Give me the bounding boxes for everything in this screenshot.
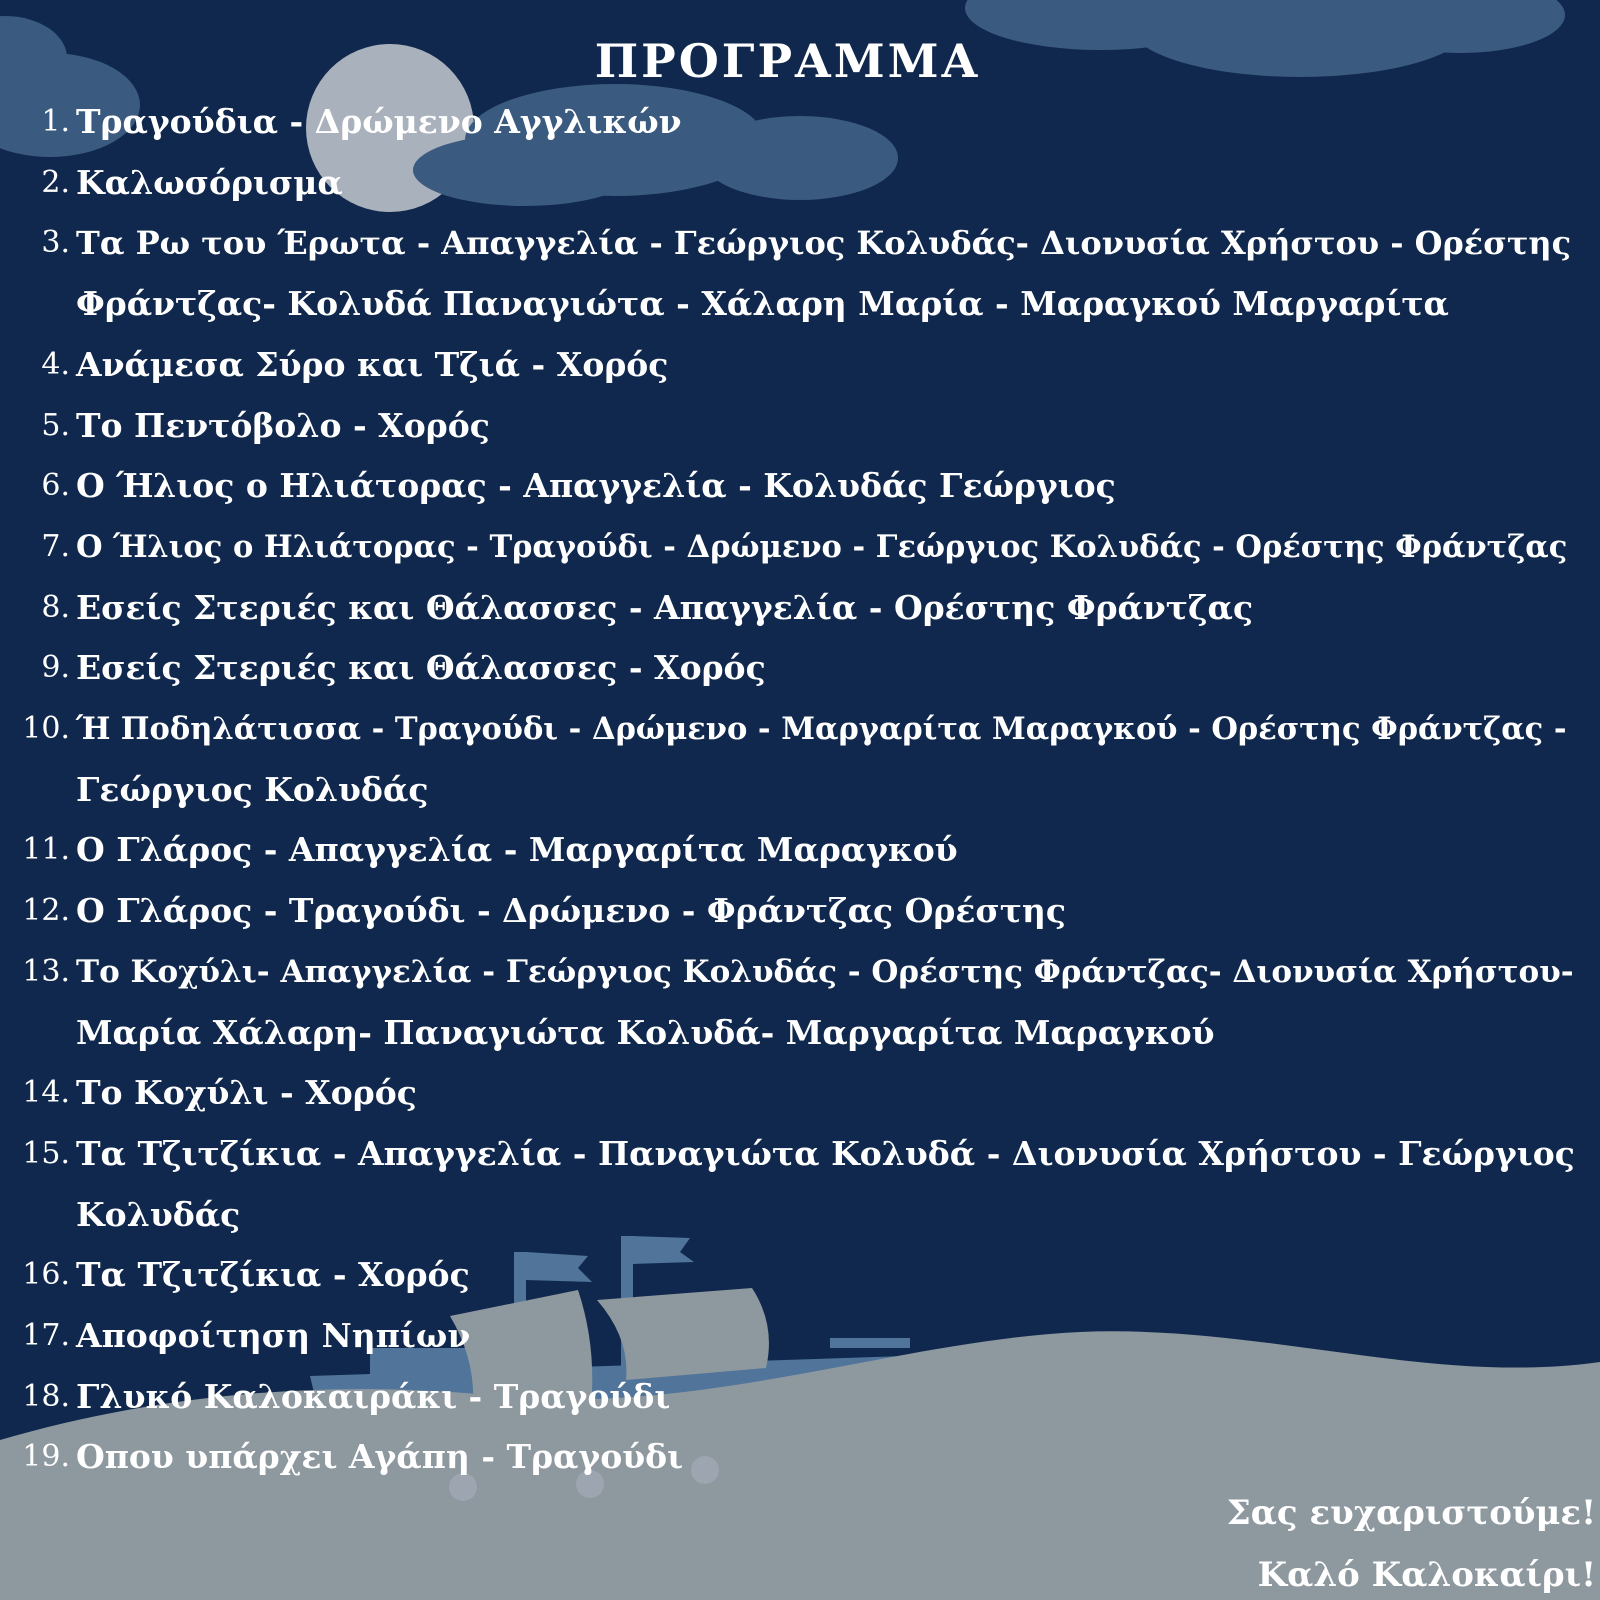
program-item-text: Εσείς Στεριές και Θάλασσες - Χορός <box>76 648 766 688</box>
program-item-number: 18. <box>22 1378 70 1414</box>
program-item-number: 11. <box>22 832 70 868</box>
program-item-number: 3. <box>41 225 70 261</box>
program-item-text: Φράντζας- Κολυδά Παναγιώτα - Χάλαρη Μαρία - Μαραγκού Μαργαρίτα <box>76 284 1449 324</box>
program-item-text: Ή Ποδηλάτισσα - Τραγούδι - Δρώμενο - Μαργαρίτα Μαραγκού - Ορέστης Φράντζας - <box>76 711 1567 748</box>
summer-wishes-text: Καλό Καλοκαίρι! <box>1257 1555 1596 1595</box>
program-item <box>0 1367 1590 1428</box>
program-item-number: 17. <box>22 1318 70 1354</box>
program-item-number: 2. <box>41 164 70 200</box>
program-item <box>0 638 1590 699</box>
program-item <box>0 881 1590 942</box>
thank-you-text: Σας ευχαριστούμε! <box>1226 1493 1596 1533</box>
program-item <box>0 1063 1590 1124</box>
program-item-number: 5. <box>41 407 70 443</box>
program-item-text: Οπου υπάρχει Αγάπη - Τραγούδι <box>76 1437 684 1477</box>
program-item-text: Τα Τζιτζίκια - Απαγγελία - Παναγιώτα Κολυδά - Διονυσία Χρήστου - Γεώργιος <box>76 1133 1575 1173</box>
program-item-text: Το Πεντόβολο - Χορός <box>76 405 490 445</box>
program-item <box>0 699 1590 820</box>
program-item-number: 7. <box>41 528 70 564</box>
program-item-text: Μαρία Χάλαρη- Παναγιώτα Κολυδά- Μαργαρίτα Μαραγκού <box>76 1012 1215 1052</box>
program-item-text: Γλυκό Καλοκαιράκι - Τραγούδι <box>76 1376 671 1416</box>
program-item <box>0 456 1590 517</box>
program-item <box>0 1245 1590 1306</box>
program-item <box>0 213 1590 334</box>
program-list <box>0 92 1590 1488</box>
program-item <box>0 578 1590 639</box>
program-item-text: Τραγούδια - Δρώμενο Αγγλικών <box>76 102 682 141</box>
program-item-text: Τα Τζιτζίκια - Χορός <box>76 1255 470 1295</box>
program-item <box>0 92 1590 153</box>
program-item-number: 13. <box>22 953 70 989</box>
program-item-number: 4. <box>41 346 70 382</box>
program-item-number: 14. <box>22 1075 70 1111</box>
program-item-text: Ο Γλάρος - Τραγούδι - Δρώμενο - Φράντζας Ορέστης <box>76 891 1067 931</box>
program-item-number: 15. <box>22 1135 70 1171</box>
program-item-text: Ο Ήλιος ο Ηλιάτορας - Τραγούδι - Δρώμενο - Γεώργιος Κολυδάς - Ορέστης Φράντζας <box>76 528 1568 565</box>
program-item <box>0 517 1590 578</box>
program-item-text: Κολυδάς <box>76 1194 241 1234</box>
program-item <box>0 942 1590 1063</box>
program-item-text: Το Κοχύλι- Απαγγελία - Γεώργιος Κολυδάς - Ορέστης Φράντζας- Διονυσία Χρήστου- <box>76 953 1574 990</box>
program-item <box>0 1427 1590 1488</box>
program-item-text: Εσείς Στεριές και Θάλασσες - Απαγγελία - Ορέστης Φράντζας <box>76 587 1254 627</box>
program-item-number: 10. <box>22 711 70 747</box>
program-item-text: Ανάμεσα Σύρο και Τζιά - Χορός <box>76 344 669 384</box>
program-item-number: 9. <box>41 650 70 686</box>
program-item <box>0 1306 1590 1367</box>
program-item <box>0 335 1590 396</box>
program-item-text: Ο Ήλιος ο Ηλιάτορας - Απαγγελία - Κολυδάς Γεώργιος <box>76 466 1116 506</box>
program-item <box>0 1124 1590 1245</box>
program-title: ΠΡΟΓΡΑΜΜΑ <box>594 34 981 88</box>
program-item-text: Το Κοχύλι - Χορός <box>76 1073 417 1113</box>
program-item-text: Ο Γλάρος - Απαγγελία - Μαργαρίτα Μαραγκού <box>76 830 958 870</box>
closing-message <box>1227 1482 1596 1600</box>
program-item-number: 1. <box>41 104 70 139</box>
program-item-number: 8. <box>41 589 70 625</box>
program-item <box>0 153 1590 214</box>
program-item-number: 19. <box>22 1439 70 1475</box>
program-item-number: 16. <box>22 1257 70 1293</box>
program-item-text: Καλωσόρισμα <box>76 162 343 202</box>
program-item-text: Τα Ρω του Έρωτα - Απαγγελία - Γεώργιος Κολυδάς- Διονυσία Χρήστου - Ορέστης <box>76 224 1572 263</box>
program-item-text: Αποφοίτηση Νηπίων <box>76 1316 471 1356</box>
program-item-number: 6. <box>41 468 70 504</box>
program-item-number: 12. <box>22 893 70 929</box>
program-item-text: Γεώργιος Κολυδάς <box>76 769 429 809</box>
program-item <box>0 820 1590 881</box>
program-item <box>0 396 1590 457</box>
